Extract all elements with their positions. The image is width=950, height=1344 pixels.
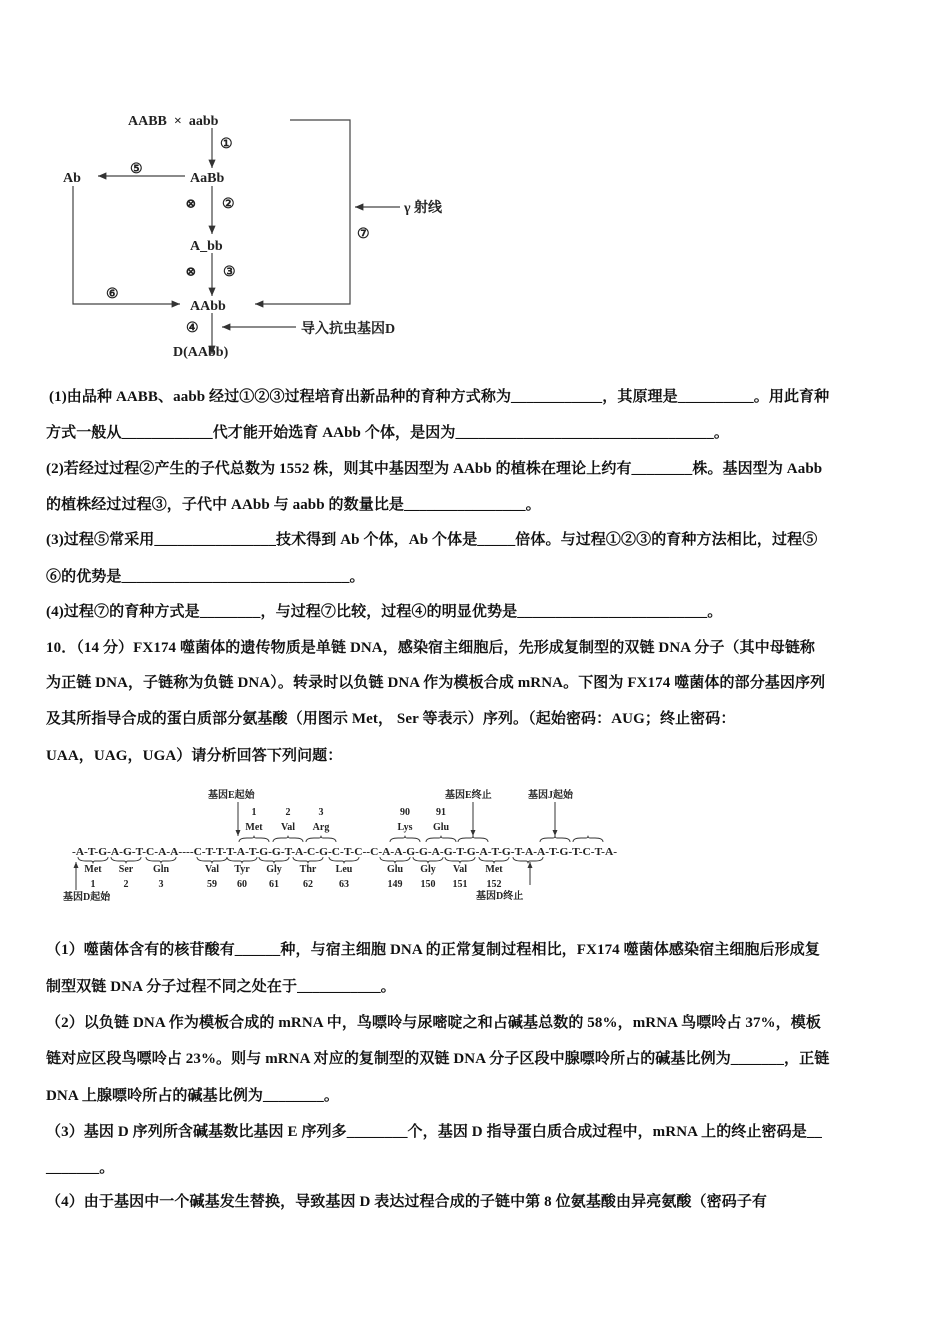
- self-cross-2: ⊗: [185, 197, 197, 212]
- codon-brace: [458, 836, 488, 842]
- q9-line-3: (2)若经过过程②产生的子代总数为 1552 株，则其中基因型为 AAbb 的植株在理论上约有________株。基因型为 Aabb: [46, 461, 823, 477]
- gene-e-codon-brace: [239, 836, 269, 842]
- gene-d-codon-number: 150: [420, 879, 436, 890]
- gene-d-amino-acid: Gly: [266, 864, 282, 875]
- gene-e-codon-brace: [306, 836, 336, 842]
- step-7: ⑦: [357, 227, 370, 242]
- gene-j-start-label: 基因J起始: [528, 790, 573, 801]
- gene-d-codon-number: 61: [269, 879, 279, 890]
- q9-line-5: (3)过程⑤常采用________________技术得到 Ab 个体，Ab 个体是_____倍体。与过程①②③的育种方法相比，过程⑤: [46, 532, 818, 548]
- gene-e-codon-brace: [390, 836, 420, 842]
- gene-d-amino-acid: Gln: [152, 864, 170, 875]
- step-4: ④: [186, 321, 199, 336]
- q9-line-7: (4)过程⑦的育种方式是________，与过程⑦比较，过程④的明显优势是_________________________。: [46, 604, 723, 620]
- q10-intro-3: 及其所指导合成的蛋白质部分氨基酸（用图示 Met， Ser 等表示）序列。（起始密码：AUG；终止密码：: [46, 711, 736, 727]
- q10-line-1: （1）噬菌体含有的核苷酸有______种，与宿主细胞 DNA 的正常复制过程相比，FX174 噬菌体感染宿主细胞后形成复: [46, 942, 820, 958]
- step-3: ③: [223, 265, 236, 280]
- q9-line-4: 的植株经过过程③，子代中 AAbb 与 aabb 的数量比是________________。: [46, 497, 541, 513]
- gene-input-label: 导入抗虫基因D: [301, 322, 396, 337]
- gene-e-codon-number: 91: [436, 807, 446, 818]
- gene-e-amino-acid: Val: [280, 822, 296, 833]
- q10-line-6: （3）基因 D 序列所含碱基数比基因 E 序列多________个，基因 D 指导蛋白质合成过程中，mRNA 上的终止密码是__: [46, 1124, 822, 1140]
- step-2: ②: [222, 197, 235, 212]
- self-cross-3: ⊗: [185, 265, 197, 280]
- q10-intro-4: UAA，UAG，UGA）请分析回答下列问题：: [46, 748, 343, 764]
- gene-d-amino-acid: Val: [204, 864, 220, 875]
- gene-d-codon-number: 59: [207, 879, 217, 890]
- step-6: ⑥: [106, 287, 119, 302]
- gene-d-amino-acid: Val: [452, 864, 468, 875]
- q10-line-3: （2）以负链 DNA 作为模板合成的 mRNA 中，鸟嘌呤与尿嘧啶之和占碱基总数的 58%，mRNA 鸟嘌呤占 37%，模板: [46, 1015, 821, 1031]
- gene-e-amino-acid: Lys: [397, 822, 413, 833]
- gene-e-stop-label: 基因E终止: [445, 790, 492, 801]
- q9-line-6: ⑥的优势是______________________________。: [46, 569, 365, 585]
- ab-label: Ab: [63, 171, 81, 186]
- q10-line-2: 制型双链 DNA 分子过程不同之处在于___________。: [46, 979, 396, 995]
- final-label: D(AAbb): [173, 345, 229, 360]
- q10-line-5: DNA 上腺嘌呤所占的碱基比例为________。: [46, 1088, 339, 1104]
- gene-e-start-label: 基因E起始: [208, 790, 255, 801]
- gene-d-amino-acid: Tyr: [234, 864, 250, 875]
- gene-e-amino-acid: Met: [245, 822, 263, 833]
- q10-line-8: （4）由于基因中一个碱基发生替换，导致基因 D 表达过程合成的子链中第 8 位氨基酸由异亮氨酸（密码子有: [46, 1194, 768, 1210]
- step-5: ⑤: [130, 162, 143, 177]
- gene-d-amino-acid: Gly: [420, 864, 436, 875]
- gene-d-codon-number: 3: [158, 879, 164, 890]
- gene-e-amino-acid: Arg: [312, 822, 330, 833]
- gene-d-amino-acid: Glu: [386, 864, 404, 875]
- q10-line-4: 链对应区段鸟嘌呤占 23%。则与 mRNA 对应的复制型的双链 DNA 分子区段中腺嘌呤所占的碱基比例为_______，正链: [46, 1051, 830, 1067]
- gene-e-codon-brace: [273, 836, 303, 842]
- gene-d-codon-number: 62: [303, 879, 313, 890]
- codon-brace: [573, 836, 603, 842]
- gene-e-codon-number: 3: [318, 807, 324, 818]
- gene-e-codon-number: 1: [251, 807, 257, 818]
- gene-d-amino-acid: Ser: [118, 864, 134, 875]
- gene-d-amino-acid: Thr: [299, 864, 317, 875]
- gene-d-codon-number: 2: [123, 879, 129, 890]
- cross-label: AABB × aabb: [128, 114, 219, 129]
- q10-intro-2: 为正链 DNA，子链称为负链 DNA）。转录时以负链 DNA 作为模板合成 mRNA。下图为 FX174 噬菌体的部分基因序列: [46, 675, 826, 691]
- gene-d-amino-acid: Leu: [335, 864, 353, 875]
- codon-brace: [540, 836, 570, 842]
- gene-d-stop-label: 基因D终止: [476, 891, 524, 902]
- f2-label: A_bb: [190, 239, 223, 254]
- step-1: ①: [220, 137, 233, 152]
- target-label: AAbb: [190, 299, 226, 314]
- gene-d-codon-number: 1: [90, 879, 96, 890]
- gene-d-amino-acid: Met: [84, 864, 102, 875]
- dna-sequence: -A-T-G-A-G-T-C-A-A----C-T-T-T-A-T-G-G-T-A-C-G-C-T-C--C-A-A-G-G-A-G-T-G-A-T-G-T-A-A-T-G-T-C-T-A-: [72, 846, 618, 858]
- gene-d-start-label: 基因D起始: [63, 892, 111, 903]
- gene-d-codon-number: 152: [486, 879, 502, 890]
- gene-e-codon-brace: [426, 836, 456, 842]
- gene-e-amino-acid: Glu: [432, 822, 450, 833]
- gene-d-codon-number: 151: [452, 879, 468, 890]
- gamma-label: γ 射线: [404, 201, 443, 216]
- q10-line-7: _______。: [46, 1160, 115, 1176]
- gene-d-amino-acid: Met: [485, 864, 503, 875]
- gene-d-codon-number: 149: [387, 879, 403, 890]
- gene-e-codon-number: 2: [285, 807, 291, 818]
- q9-line-1: (1)由品种 AABB、aabb 经过①②③过程培育出新品种的育种方式称为____________，其原理是__________。用此育种: [49, 389, 830, 405]
- gene-d-codon-number: 63: [339, 879, 349, 890]
- gene-d-codon-number: 60: [237, 879, 247, 890]
- q10-intro-1: 10．（14 分）FX174 噬菌体的遗传物质是单链 DNA，感染宿主细胞后，先形成复制型的双链 DNA 分子（其中母链称: [46, 640, 816, 656]
- q9-line-2: 方式一般从____________代才能开始选育 AAbb 个体，是因为__________________________________。: [46, 425, 729, 441]
- gene-e-codon-number: 90: [400, 807, 410, 818]
- f1-label: AaBb: [190, 171, 225, 186]
